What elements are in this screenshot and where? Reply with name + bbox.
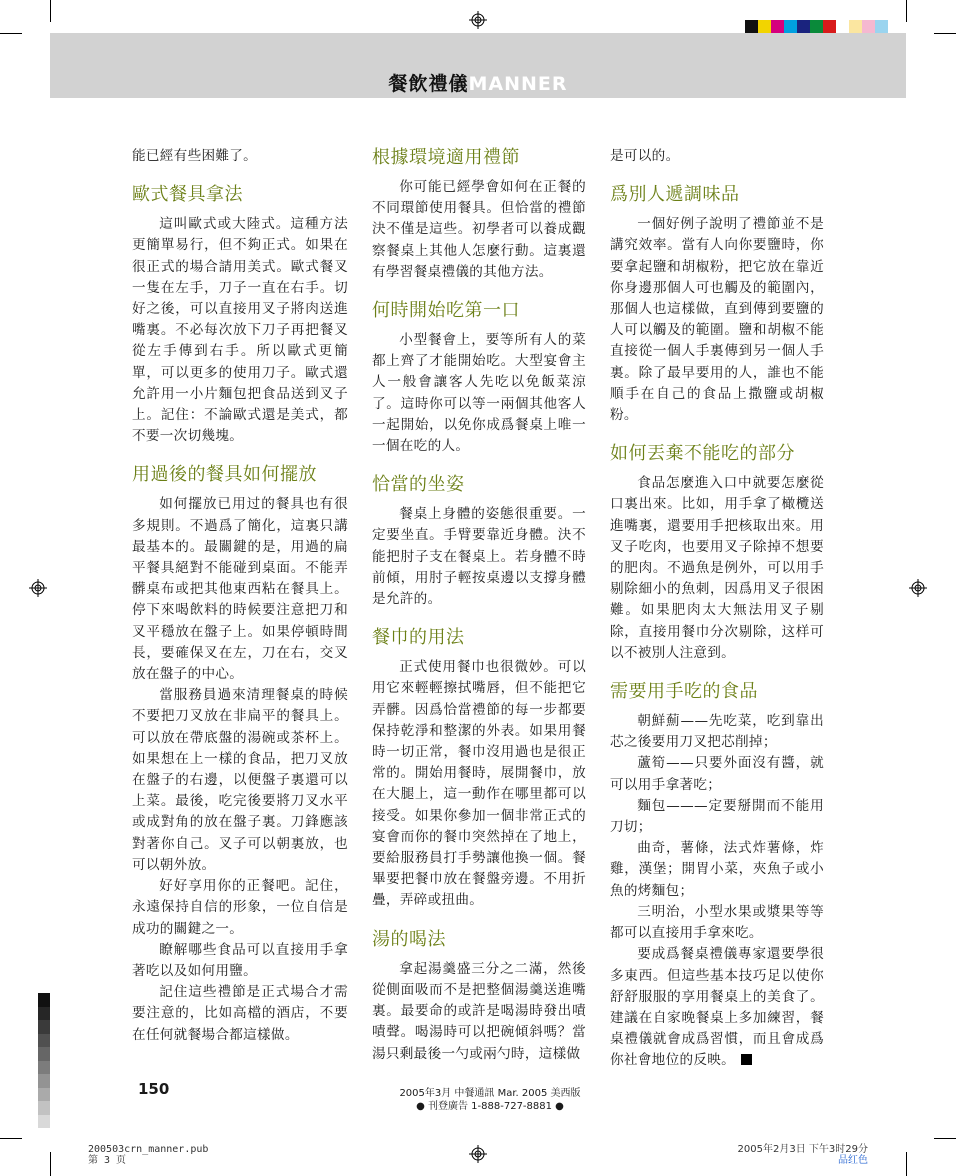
paragraph xyxy=(610,944,824,1071)
grey-swatch xyxy=(38,1007,50,1021)
color-swatch xyxy=(784,20,797,33)
section-heading: 恰當的坐姿 xyxy=(372,474,465,496)
color-swatch xyxy=(745,20,758,33)
footer-issue-line: 2005年3月 中餐通訊 Mar. 2005 美西版 xyxy=(399,1088,581,1099)
paragraph: 曲奇，薯條，法式炸薯條，炸雞，漢堡；開胃小菜，夾魚子或小魚的烤麵包； xyxy=(610,840,824,899)
slug-plate: 品红色 xyxy=(838,1155,868,1166)
footer-ad-line: ● 刊登廣告 1-888-727-8881 ● xyxy=(416,1101,564,1112)
grey-swatch xyxy=(38,1047,50,1061)
grey-calibration-bar xyxy=(38,993,50,1128)
section-heading: 用過後的餐具如何擺放 xyxy=(132,464,317,486)
paragraph: 能已經有些困難了。 xyxy=(132,148,258,164)
color-swatch xyxy=(771,20,784,33)
section-heading: 需要用手吃的食品 xyxy=(610,681,758,703)
paragraph: 麵包———定要掰開而不能用刀切； xyxy=(610,797,824,836)
grey-swatch xyxy=(38,993,50,1007)
header-band xyxy=(50,33,906,98)
paragraph-text: 要成爲餐桌禮儀專家還要學很多東西。但這些基本技巧足以使你舒舒服服的享用餐桌上的美食了。建議在自家晚餐桌上多加練習，餐桌禮儀就會成爲習慣，而且會成爲你社會地位的反映。 xyxy=(610,946,824,1069)
title-chinese: 餐飲禮儀 xyxy=(388,73,469,95)
column-3 xyxy=(610,146,824,1072)
crop-mark xyxy=(934,33,956,34)
paragraph: 一個好例子說明了禮節並不是講究效率。當有人向你要鹽時，你要拿起鹽和胡椒粉，把它放在靠近你身邊那個人可也觸及的範圍內，那個人也這樣做，直到傳到要鹽的人可以觸及的範圍。鹽和胡椒不能直接從一個人手裏傳到另一個人手裏。除了最早要用的人，誰也不能順手在自己的食品上撒鹽或胡椒粉。 xyxy=(610,216,824,424)
paragraph: 正式使用餐巾也很微妙。可以用它來輕輕擦拭嘴唇，但不能把它弄髒。因爲恰當禮節的每一步都要保持乾淨和整潔的外表。如果用餐時一切正常，餐巾沒用過也是很正常的。開始用餐時，展開餐巾，放在大腿上，這一動作在哪里都可以接受。如果你參加一個非常正式的宴會而你的餐巾突然掉在了地上，要給服務員打手勢讓他換一個。餐畢要把餐巾放在餐盤旁邊。不用折疊，弄碎或扭曲。 xyxy=(372,659,586,909)
color-swatch xyxy=(758,20,771,33)
title-english: MANNER xyxy=(468,73,568,95)
section-heading: 如何丟棄不能吃的部分 xyxy=(610,443,795,465)
page-title xyxy=(50,69,906,96)
paragraph: 當服務員過來清理餐桌的時候不要把刀叉放在非扁平的餐具上。可以放在帶底盤的湯碗或茶杯上。如果想在上一樣的食品，把刀叉放在盤子的右邊，以便盤子裏還可以上菜。最後，吃完後要將刀叉水平或成對角的放在盤子裏。刀鋒應該對著你自己。叉子可以朝裏放，也可以朝外放。 xyxy=(132,687,348,873)
crop-mark xyxy=(50,0,51,22)
color-swatch xyxy=(823,20,836,33)
slug-page: 第 3 页 xyxy=(88,1155,127,1166)
paragraph: 拿起湯羹盛三分之二滿，然後從側面吸而不是把整個湯羹送進嘴裏。最要命的或許是喝湯時發出嘖嘖聲。喝湯時可以把碗傾斜嗎？當湯只剩最後一勺或兩勺時，這樣做 xyxy=(372,960,586,1062)
crop-mark xyxy=(934,1138,956,1139)
crop-mark xyxy=(0,1138,22,1139)
paragraph: 你可能已經學會如何在正餐的不同環節使用餐具。但恰當的禮節決不僅是這些。初學者可以養成觀察餐桌上其他人怎麼行動。這裏還有學習餐桌禮儀的其他方法。 xyxy=(372,179,586,280)
crop-mark xyxy=(50,1152,51,1176)
column-2 xyxy=(372,146,586,1065)
registration-mark-icon xyxy=(469,1145,487,1163)
grey-swatch xyxy=(38,1061,50,1075)
footer xyxy=(330,1087,650,1113)
paragraph: 是可以的。 xyxy=(610,148,680,164)
paragraph: 小型餐會上，要等所有人的菜都上齊了才能開始吃。大型宴會主人一般會讓客人先吃以免飯菜涼了。這時你可以等一兩個其他客人一起開始，以免你成爲餐桌上唯一一個在吃的人。 xyxy=(372,332,586,455)
paragraph: 餐桌上身體的姿態很重要。一定要坐直。手臂要靠近身體。決不能把肘子支在餐桌上。若身體不時前傾，用肘子輕按桌邊以支撐身體是允許的。 xyxy=(372,506,586,608)
paragraph: 記住這些禮節是正式場合才需要注意的，比如高檔的酒店，不要在任何就餐場合都這樣做。 xyxy=(132,984,348,1043)
grey-swatch xyxy=(38,1088,50,1102)
grey-swatch xyxy=(38,1101,50,1115)
color-swatch xyxy=(849,20,862,33)
color-swatch xyxy=(836,20,849,33)
section-heading: 何時開始吃第一口 xyxy=(372,300,520,322)
color-swatch xyxy=(797,20,810,33)
paragraph: 這叫歐式或大陸式。這種方法更簡單易行，但不夠正式。如果在很正式的場合請用美式。歐式餐叉一隻在左手，刀子一直在右手。切好之後，可以直接用叉子將肉送進嘴裏。不必每次放下刀子再把餐叉從左手傳到右手。所以歐式更簡單，可以更多的使用刀子。歐式還允許用一小片麵包把食品送到叉子上。記住：不論歐式還是美式，都不要一次切幾塊。 xyxy=(132,216,348,445)
registration-mark-icon xyxy=(909,579,927,597)
slug-date: 2005年2月3日 下午3时29分 xyxy=(737,1144,868,1155)
paragraph: 好好享用你的正餐吧。記住，永遠保持自信的形象，一位自信是成功的關鍵之一。 xyxy=(132,878,348,937)
color-swatch xyxy=(810,20,823,33)
page-number: 150 xyxy=(138,1080,170,1098)
crop-mark xyxy=(906,1152,907,1176)
crop-mark xyxy=(0,33,22,34)
color-calibration-bar xyxy=(745,20,888,33)
paragraph: 瞭解哪些食品可以直接用手拿著吃以及如何用鹽。 xyxy=(132,941,348,979)
grey-swatch xyxy=(38,1074,50,1088)
grey-swatch xyxy=(38,1020,50,1034)
paragraph: 蘆筍——只要外面沒有醬，就可以用手拿著吃； xyxy=(610,755,824,793)
print-slug-right xyxy=(736,1144,868,1166)
registration-mark-icon xyxy=(29,579,47,597)
grey-swatch xyxy=(38,1115,50,1129)
section-heading: 歐式餐具拿法 xyxy=(132,184,243,206)
section-heading: 爲別人遞調味品 xyxy=(610,184,740,206)
grey-swatch xyxy=(38,1034,50,1048)
section-heading: 根據環境適用禮節 xyxy=(372,147,520,168)
crop-mark xyxy=(906,0,907,22)
registration-mark-icon xyxy=(469,11,487,29)
paragraph: 如何擺放已用过的餐具也有很多規則。不過爲了簡化，這裏只講最基本的。最關鍵的是，用過的扁平餐具絕對不能碰到桌面。不能弄髒桌布或把其他東西粘在餐具上。停下來喝飲料的時候要注意把刀和叉平穩放在盤子上。如果停頓時間長，要確保叉在左，刀在右，交叉放在盤子的中心。 xyxy=(132,496,348,683)
column-1 xyxy=(132,146,348,1046)
color-swatch xyxy=(875,20,888,33)
paragraph: 食品怎麼進入口中就要怎麼從口裏出來。比如，用手拿了橄欖送進嘴裏，還要用手把核取出來。用叉子吃肉，也要用叉子除掉不想要的肥肉。不過魚是例外，可以用手剔除細小的魚刺，因爲用叉子很困難。如果肥肉太大無法用叉子剔除，直接用餐巾分次剔除，这样可以不被別人注意到。 xyxy=(610,475,824,661)
color-swatch xyxy=(862,20,875,33)
slug-filename: 200503crn_manner.pub xyxy=(88,1144,209,1155)
paragraph: 朝鮮薊——先吃菜，吃到靠出芯之後要用刀叉把芯削掉； xyxy=(610,713,824,751)
end-of-article-icon xyxy=(741,1054,752,1065)
section-heading: 湯的喝法 xyxy=(372,928,446,950)
print-slug-left xyxy=(88,1144,208,1166)
section-heading: 餐巾的用法 xyxy=(372,627,465,649)
paragraph: 三明治，小型水果或漿果等等都可以直接用手拿來吃。 xyxy=(610,903,824,942)
